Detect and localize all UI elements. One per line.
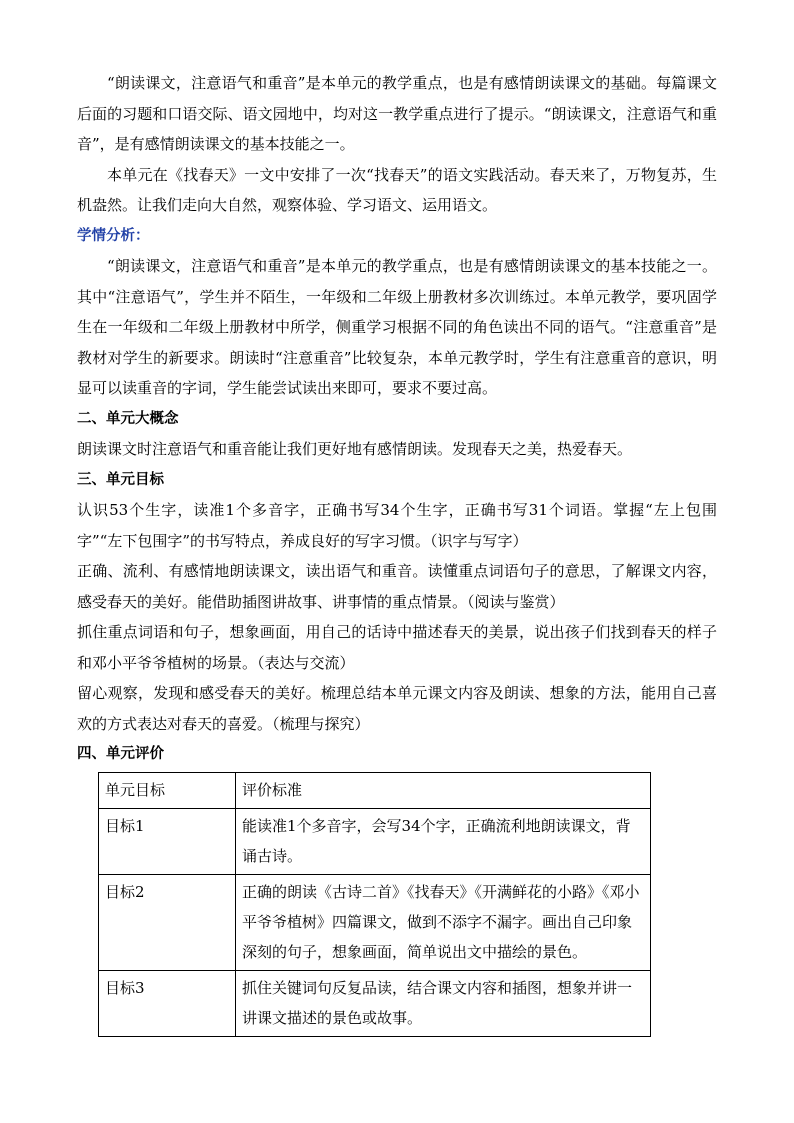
standard-cell: 正确的朗读《古诗二首》《找春天》《开满鲜花的小路》《邓小平爷爷植树》四篇课文，做到不添字不漏字。画出自己印象深刻的句子，想象画面，简单说出文中描绘的景色。 — [236, 874, 651, 970]
header-standard: 评价标准 — [236, 772, 651, 808]
analysis-paragraph: “朗读课文，注意语气和重音”是本单元的教学重点，也是有感情朗读课文的基本技能之一。其中“注意语气”，学生并不陌生，一年级和二年级上册教材多次训练过。本单元教学，要巩固学生在一年级和二年级上册教材中所学，侧重学习根据不同的角色读出不同的语气。“注意重音”是教材对学生的新要求。朗读时“注意重音”比较复杂，本单元教学时，学生有注意重音的意识，明显可以读重音的字词，学生能尝试读出来即可，要求不要过高。 — [77, 257, 717, 397]
header-goal: 单元目标 — [99, 772, 236, 808]
table-row — [99, 808, 651, 874]
standard-cell: 能读准1个多音字，会写34个字，正确流利地朗读课文，背诵古诗。 — [236, 808, 651, 874]
intro-paragraph-2: 本单元在《找春天》一文中安排了一次“找春天”的语文实践活动。春天来了，万物复苏，生机盎然。让我们走向大自然，观察体验、学习语文、运用语文。 — [77, 165, 717, 214]
evaluation-heading: 四、单元评价 — [77, 746, 164, 762]
goal-cell: 目标3 — [99, 970, 236, 1036]
goal-item-4: 留心观察，发现和感受春天的美好。梳理总结本单元课文内容及朗读、想象的方法，能用自己喜欢的方式表达对春天的喜爱。（梳理与探究） — [77, 684, 717, 733]
intro-paragraph-1: “朗读课文，注意语气和重音”是本单元的教学重点，也是有感情朗读课文的基础。每篇课文后面的习题和口语交际、语文园地中，均对这一教学重点进行了提示。“朗读课文，注意语气和重音”，是有感情朗读课文的基本技能之一。 — [77, 74, 717, 153]
goals-heading: 三、单元目标 — [77, 471, 164, 488]
evaluation-table — [98, 772, 651, 1037]
document-page — [77, 68, 717, 1037]
table-row — [99, 970, 651, 1036]
concept-paragraph: 朗读课文时注意语气和重音能让我们更好地有感情朗读。发现春天之美，热爱春天。 — [77, 440, 633, 458]
concept-heading: 二、单元大概念 — [77, 410, 179, 427]
goal-item-2: 正确、流利、有感情地朗读课文，读出语气和重音。读懂重点词语句子的意思，了解课文内容，感受春天的美好。能借助插图讲故事、讲事情的重点情景。（阅读与鉴赏） — [77, 562, 717, 611]
goal-cell: 目标2 — [99, 874, 236, 970]
goal-cell: 目标1 — [99, 808, 236, 874]
goal-item-3: 抓住重点词语和句子，想象画面，用自己的话诗中描述春天的美景，说出孩子们找到春天的样子和邓小平爷爷植树的场景。（表达与交流） — [77, 623, 717, 672]
table-row — [99, 874, 651, 970]
standard-cell: 抓住关键词句反复品读，结合课文内容和插图，想象并讲一讲课文描述的景色或故事。 — [236, 970, 651, 1036]
goal-item-1: 认识53个生字，读准1个多音字，正确书写34个生字，正确书写31个词语。掌握“左上包围字”“左下包围字”的书写特点，养成良好的写字习惯。（识字与写字） — [77, 501, 717, 550]
analysis-heading: 学情分析： — [77, 227, 150, 244]
table-header-row — [99, 772, 651, 808]
